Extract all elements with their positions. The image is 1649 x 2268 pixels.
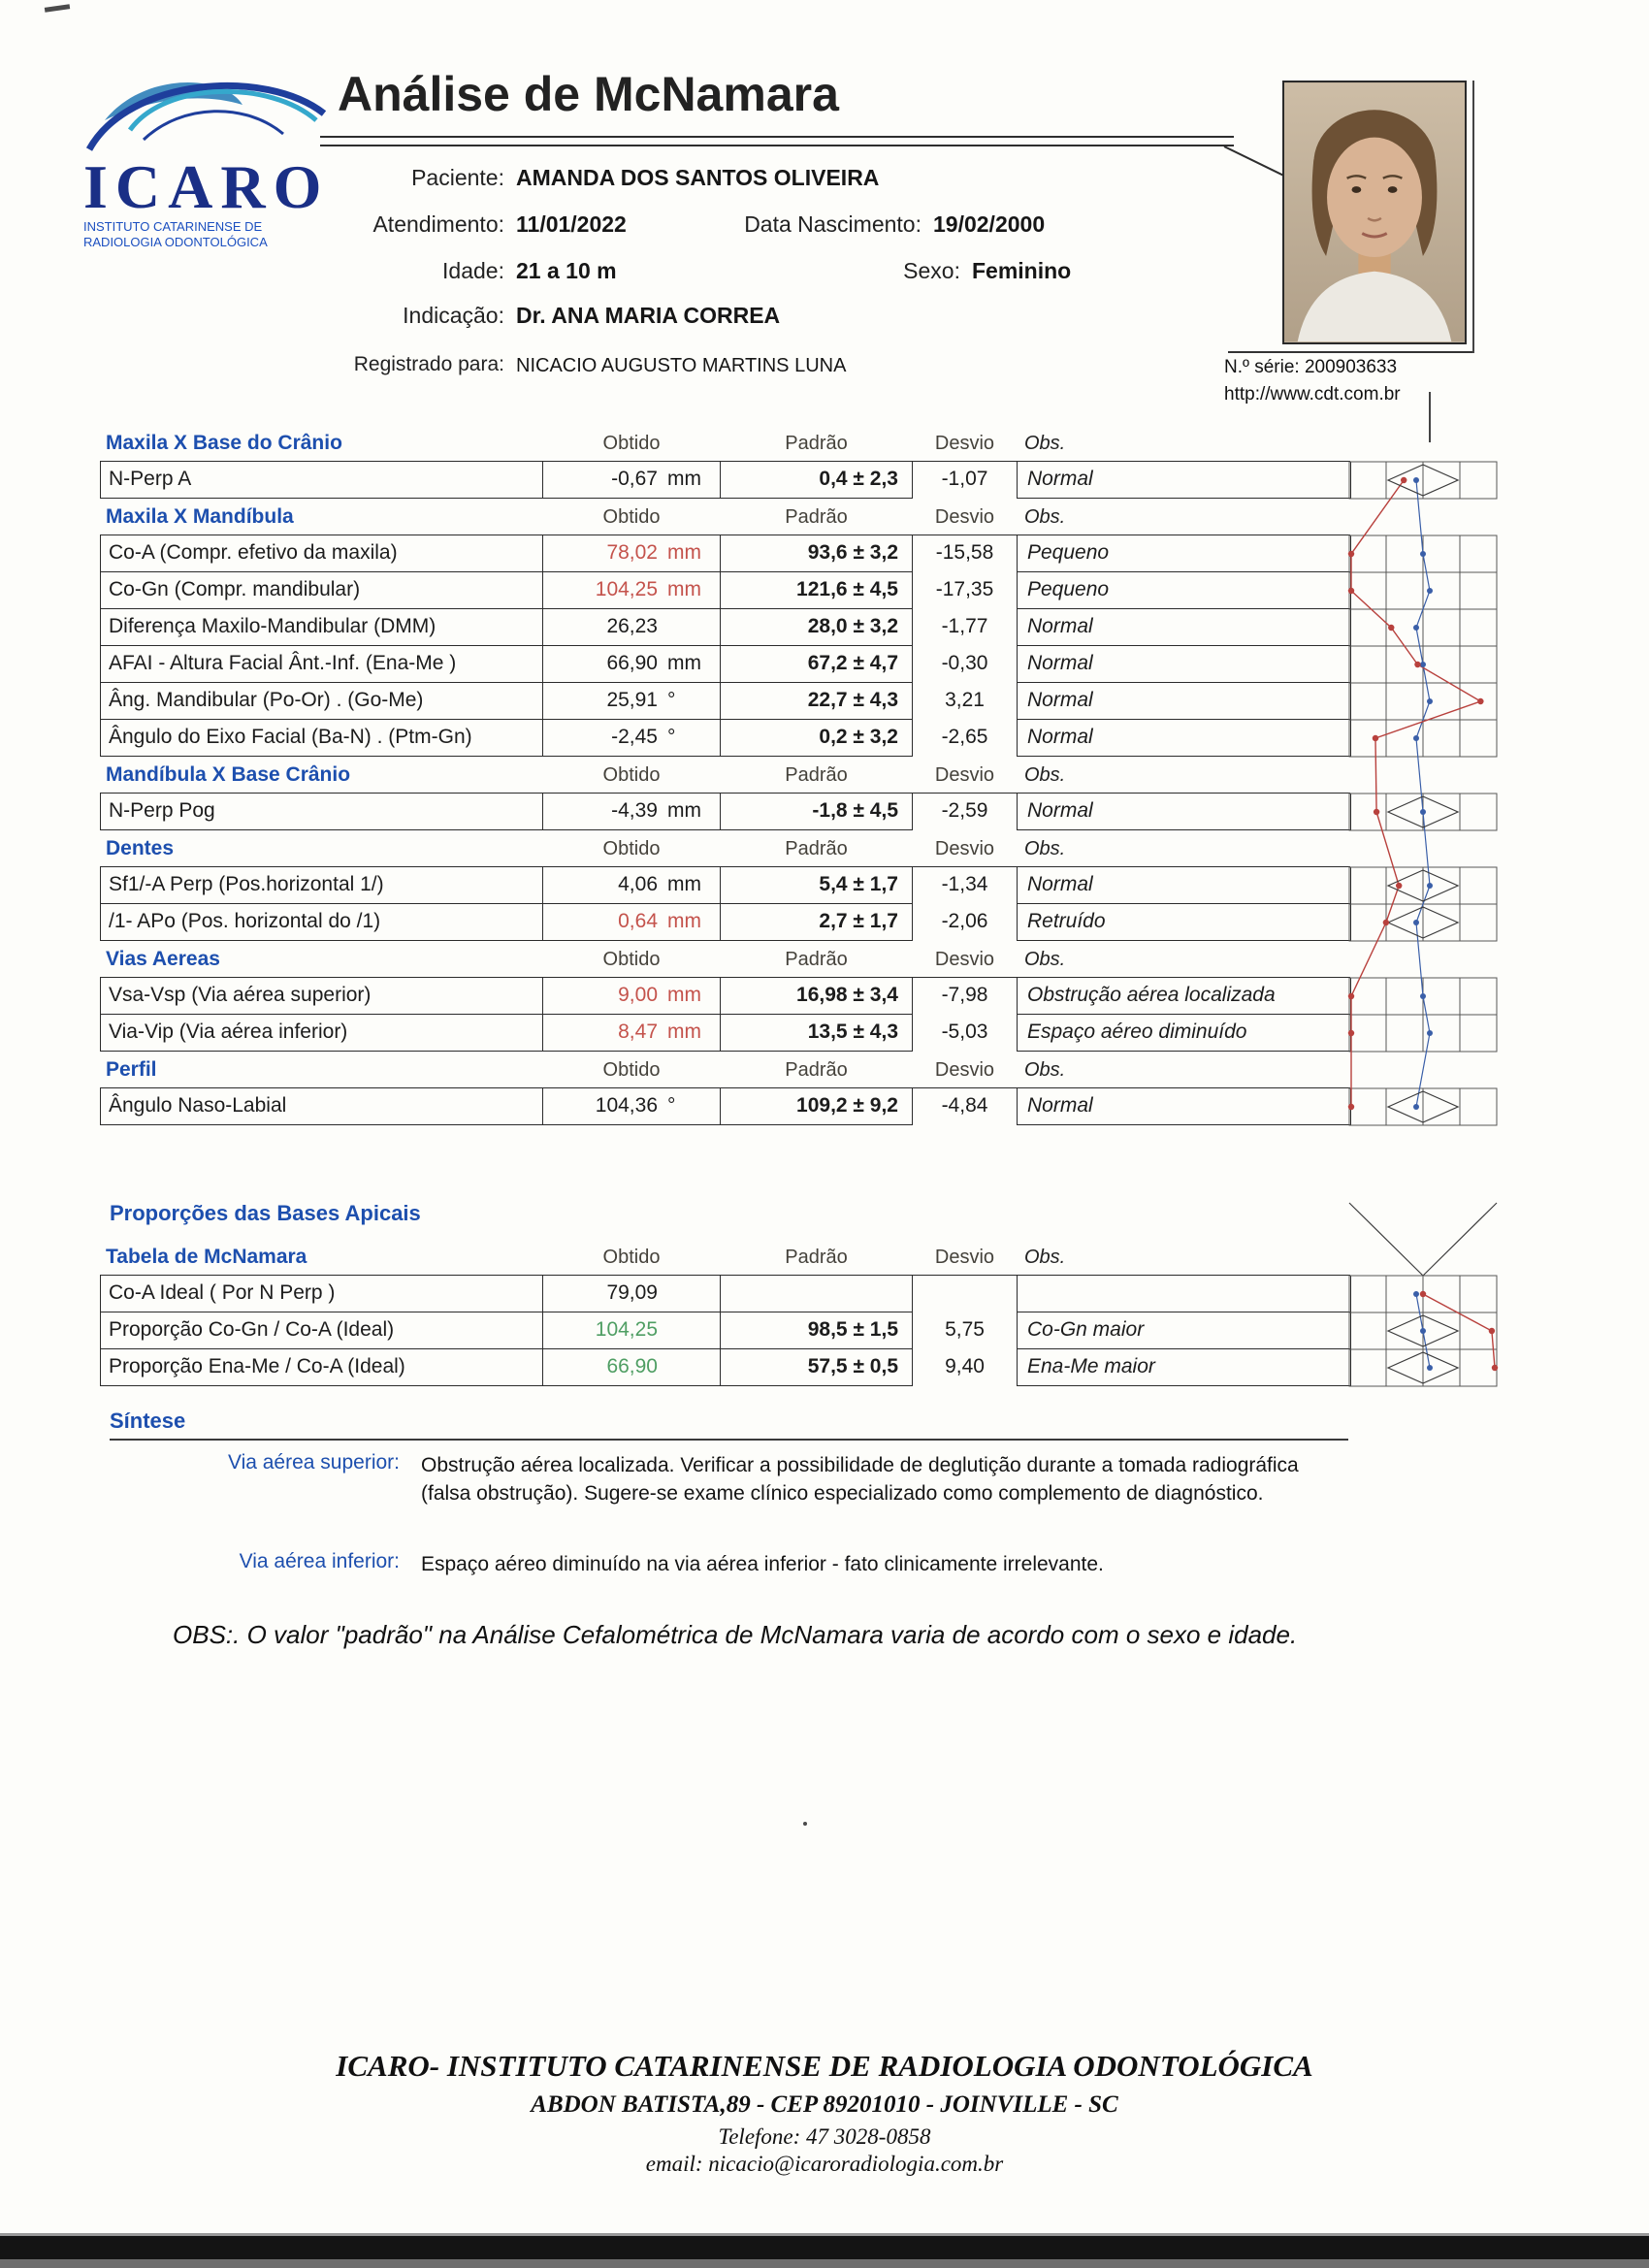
row-parameter: N-Perp Pog [100,794,543,830]
row-obtido-cell [542,978,721,1015]
section-title: Maxila X Mandíbula [106,505,294,528]
row-parameter: Ângulo Naso-Labial [100,1088,543,1125]
column-obtido: Obtido [602,506,661,528]
column-padrao: Padrão [785,764,848,786]
row-parameter: Via-Vip (Via aérea inferior) [100,1015,543,1052]
row-padrao: 2,7 ± 1,7 [720,904,913,941]
table-row [100,1088,1350,1125]
row-padrao: 16,98 ± 3,4 [720,978,913,1015]
section-title: Dentes [106,837,175,859]
column-padrao: Padrão [785,506,848,528]
obtido-unit: ° [667,689,676,711]
logo-swoosh-thin [144,112,283,140]
obtido-value: 0,64 [618,910,658,932]
section-rows [100,1088,1350,1125]
column-padrao: Padrão [785,433,848,454]
paciente-label: Paciente: [411,165,504,190]
table-row [100,867,1350,904]
table-row [100,978,1350,1015]
row-desvio: -2,65 [941,726,988,748]
row-obs: Normal [1017,1088,1351,1125]
obtido-unit: mm [667,984,701,1006]
section-rows [100,535,1350,757]
table-row [100,462,1350,499]
indicacao-label: Indicação: [403,303,504,328]
obtido-unit: mm [667,1021,701,1043]
row-obtido-cell [542,462,721,499]
row-obtido-cell [542,683,721,720]
section-header [100,425,1350,462]
table-section [100,757,1350,830]
row-parameter: Co-Gn (Compr. mandibular) [100,572,543,609]
row-parameter: /1- APo (Pos. horizontal do /1) [100,904,543,941]
obs-note: OBS:. O valor "padrão" na Análise Cefalométrica de McNamara varia de acordo com o sexo e idade. [173,1620,1298,1649]
row-obs: Normal [1017,462,1351,499]
section-rows [100,978,1350,1052]
eye-left [1352,186,1362,193]
obtido-unit [658,1276,708,1312]
registrado-value: NICACIO AUGUSTO MARTINS LUNA [516,355,847,376]
row-obs: Obstrução aérea localizada [1017,978,1351,1015]
row-parameter: N-Perp A [100,462,543,499]
table-row [100,646,1350,683]
row-padrao: 0,2 ± 3,2 [720,720,913,757]
row-padrao: 109,2 ± 9,2 [720,1088,913,1125]
table-row [100,794,1350,830]
obtido-value: 26,23 [606,615,658,637]
section-header [100,941,1350,978]
patient-photo [1282,81,1467,344]
row-desvio: 5,75 [945,1318,985,1341]
row-parameter: Vsa-Vsp (Via aérea superior) [100,978,543,1015]
row-obtido-cell [542,1276,721,1312]
column-padrao: Padrão [785,838,848,859]
row-obtido-cell [542,1015,721,1052]
row-desvio: -2,06 [941,910,988,932]
section-header [100,1239,1350,1276]
row-parameter: Sf1/-A Perp (Pos.horizontal 1/) [100,867,543,904]
row-obtido-cell [542,1088,721,1125]
obtido-value: 66,90 [606,1355,658,1377]
footer-email: email: nicacio@icaroradiologia.com.br [645,2152,1004,2176]
footer-institute: ICARO- INSTITUTO CATARINENSE DE RADIOLOGIA ODONTOLÓGICA [336,2049,1313,2083]
column-desvio: Desvio [934,838,995,859]
row-obs: Espaço aéreo diminuído [1017,1015,1351,1052]
section-title: Maxila X Base do Crânio [106,432,342,454]
column-desvio: Desvio [934,764,995,786]
obtido-value: -4,39 [611,799,658,822]
section-title: Vias Aereas [106,948,220,970]
row-padrao: 57,5 ± 0,5 [720,1349,913,1386]
table-row [100,1276,1350,1312]
measurements-table [100,425,1350,1125]
photo-frame-line [1472,81,1474,353]
column-padrao: Padrão [785,1059,848,1081]
photo-frame-line [1228,351,1474,353]
row-obs: Normal [1017,609,1351,646]
column-obs: Obs. [1024,1059,1066,1081]
obtido-unit: ° [667,1094,676,1117]
column-obtido: Obtido [602,949,661,970]
table-row [100,535,1350,572]
table-section [100,499,1350,757]
obtido-value: 104,36 [595,1094,658,1117]
row-obs: Ena-Me maior [1017,1349,1351,1386]
row-obtido-cell [542,535,721,572]
row-padrao: 28,0 ± 3,2 [720,609,913,646]
row-obtido-cell [542,1312,721,1349]
table-section [100,1052,1350,1125]
row-obs: Pequeno [1017,535,1351,572]
sintese-title: Síntese [110,1409,1348,1441]
serial-number: N.º série: 200903633 [1224,357,1398,377]
row-obs: Normal [1017,683,1351,720]
paciente-value: AMANDA DOS SANTOS OLIVEIRA [516,165,880,190]
column-desvio: Desvio [934,506,995,528]
column-padrao: Padrão [785,1247,848,1268]
section-title: Perfil [106,1058,157,1081]
row-padrao: 22,7 ± 4,3 [720,683,913,720]
table-row [100,720,1350,757]
column-obs: Obs. [1024,949,1066,970]
section-header [100,830,1350,867]
table-row [100,1349,1350,1386]
sintese-item-text: Obstrução aérea localizada. Verificar a possibilidade de deglutição durante a tomada radiográfica (falsa obstrução). Sugere-se exame clínico especializado como complemento de diagnóstico. [421,1454,1299,1505]
obtido-value: 104,25 [595,1318,658,1341]
sintese-item-label: Via aérea superior: [227,1451,400,1474]
row-desvio: -1,34 [941,873,988,895]
section-rows [100,794,1350,830]
section-header [100,757,1350,794]
section-rows [100,867,1350,941]
row-obtido-cell [542,646,721,683]
table-row [100,904,1350,941]
row-obs: Normal [1017,794,1351,830]
row-obtido-cell [542,1349,721,1386]
obtido-unit: mm [667,910,701,932]
column-obs: Obs. [1024,1247,1066,1268]
obtido-unit [658,1312,708,1348]
row-desvio [913,1276,1017,1312]
registrado-label: Registrado para: [353,353,504,375]
footer-phone: Telefone: 47 3028-0858 [718,2124,931,2149]
table-row [100,609,1350,646]
sexo-value: Feminino [972,258,1072,283]
row-obtido-cell [542,720,721,757]
scanner-edge [0,2233,1649,2268]
obtido-value: 79,09 [606,1281,658,1304]
row-obs: Co-Gn maior [1017,1312,1351,1349]
obtido-unit: mm [667,652,701,674]
column-obs: Obs. [1024,433,1066,454]
row-obtido-cell [542,867,721,904]
row-obs [1017,1276,1351,1312]
column-desvio: Desvio [934,433,995,454]
column-desvio: Desvio [934,949,995,970]
row-parameter: Proporção Ena-Me / Co-A (Ideal) [100,1349,543,1386]
column-obs: Obs. [1024,506,1066,528]
deviation-chart-main [1343,425,1508,1133]
obtido-value: -0,67 [611,468,658,490]
column-obs: Obs. [1024,764,1066,786]
obtido-value: 8,47 [618,1021,658,1043]
row-desvio: -1,77 [941,615,988,637]
section-rows [100,462,1350,499]
table-section [100,941,1350,1052]
footer-address: ABDON BATISTA,89 - CEP 89201010 - JOINVILLE - SC [531,2091,1118,2118]
section-title: Mandíbula X Base Crânio [106,763,351,786]
section-header [100,499,1350,535]
row-parameter: AFAI - Altura Facial Ânt.-Inf. (Ena-Me ) [100,646,543,683]
row-desvio: 9,40 [945,1355,985,1377]
section-title: Tabela de McNamara [106,1246,307,1268]
row-obs: Normal [1017,646,1351,683]
obtido-unit [658,1349,708,1385]
title-underline-2 [320,145,1234,146]
section-header [100,1052,1350,1088]
deviation-chart-mcnamara [1343,1201,1508,1395]
row-parameter: Co-A (Compr. efetivo da maxila) [100,535,543,572]
mcnamara-rows [100,1276,1350,1386]
scan-artifact [45,4,70,13]
idade-value: 21 a 10 m [516,258,617,283]
column-desvio: Desvio [934,1247,995,1268]
obtido-value: 66,90 [606,652,658,674]
patient-photo-graphic [1284,82,1465,342]
idade-label: Idade: [442,258,504,283]
obtido-unit: mm [667,873,701,895]
row-parameter: Diferença Maxilo-Mandibular (DMM) [100,609,543,646]
obtido-value: 78,02 [606,541,658,564]
obtido-value: -2,45 [611,726,658,748]
row-parameter: Co-A Ideal ( Por N Perp ) [100,1276,543,1312]
row-obtido-cell [542,572,721,609]
atendimento-label: Atendimento: [372,211,504,237]
face [1327,138,1422,257]
row-desvio: -4,84 [941,1094,988,1117]
obtido-unit: mm [667,578,701,600]
title-underline-1 [320,136,1234,138]
indicacao-value: Dr. ANA MARIA CORREA [516,303,781,328]
row-obs: Retruído [1017,904,1351,941]
logo-wordmark: ICARO [83,152,330,221]
table-row [100,1312,1350,1349]
row-parameter: Âng. Mandibular (Po-Or) . (Go-Me) [100,683,543,720]
row-padrao: 67,2 ± 4,7 [720,646,913,683]
table-row [100,683,1350,720]
eye-right [1388,186,1398,193]
column-padrao: Padrão [785,949,848,970]
logo-subtitle-1: INSTITUTO CATARINENSE DE [83,219,263,234]
row-padrao: 121,6 ± 4,5 [720,572,913,609]
logo-subtitle-2: RADIOLOGIA ODONTOLÓGICA [83,235,268,249]
obtido-unit [658,609,708,645]
sintese-item-text: Espaço aéreo diminuído na via aérea inferior - fato clinicamente irrelevante. [421,1553,1104,1575]
obtido-unit: mm [667,541,701,564]
row-obs: Pequeno [1017,572,1351,609]
table-row [100,572,1350,609]
row-padrao: 5,4 ± 1,7 [720,867,913,904]
scan-artifact [803,1822,807,1826]
obtido-value: 9,00 [618,984,658,1006]
proporcoes-title: Proporções das Bases Apicais [110,1201,421,1225]
table-section [100,830,1350,941]
row-parameter: Ângulo do Eixo Facial (Ba-N) . (Ptm-Gn) [100,720,543,757]
table-row [100,1015,1350,1052]
row-padrao [720,1276,913,1312]
row-padrao: 98,5 ± 1,5 [720,1312,913,1349]
row-padrao: 0,4 ± 2,3 [720,462,913,499]
column-obtido: Obtido [602,764,661,786]
row-obtido-cell [542,609,721,646]
nascimento-value: 19/02/2000 [933,211,1046,237]
atendimento-value: 11/01/2022 [516,211,627,237]
obtido-value: 25,91 [606,689,658,711]
row-desvio: -5,03 [941,1021,988,1043]
row-obtido-cell [542,904,721,941]
website-url: http://www.cdt.com.br [1224,384,1401,405]
page-title: Análise de McNamara [338,67,839,121]
row-padrao: -1,8 ± 4,5 [720,794,913,830]
row-padrao: 93,6 ± 3,2 [720,535,913,572]
row-desvio: -15,58 [935,541,994,564]
mcnamara-table [100,1239,1350,1386]
row-obs: Normal [1017,867,1351,904]
table-section [100,425,1350,499]
row-desvio: -0,30 [941,652,988,674]
row-obtido-cell [542,794,721,830]
sexo-label: Sexo: [903,258,960,283]
obtido-value: 4,06 [618,873,658,895]
row-parameter: Proporção Co-Gn / Co-A (Ideal) [100,1312,543,1349]
row-desvio: -17,35 [935,578,994,600]
nascimento-label: Data Nascimento: [744,211,922,237]
column-obs: Obs. [1024,838,1066,859]
row-padrao: 13,5 ± 4,3 [720,1015,913,1052]
row-desvio: 3,21 [945,689,985,711]
row-desvio: -1,07 [941,468,988,490]
row-desvio: -7,98 [941,984,988,1006]
obtido-unit: ° [667,726,676,748]
obtido-unit: mm [667,468,701,490]
column-desvio: Desvio [934,1059,995,1081]
column-obtido: Obtido [602,838,661,859]
sintese-item-label: Via aérea inferior: [239,1550,400,1572]
column-obtido: Obtido [602,1247,661,1268]
row-obs: Normal [1017,720,1351,757]
row-desvio: -2,59 [941,799,988,822]
column-obtido: Obtido [602,433,661,454]
obtido-unit: mm [667,799,701,822]
obtido-value: 104,25 [595,578,658,600]
column-obtido: Obtido [602,1059,661,1081]
